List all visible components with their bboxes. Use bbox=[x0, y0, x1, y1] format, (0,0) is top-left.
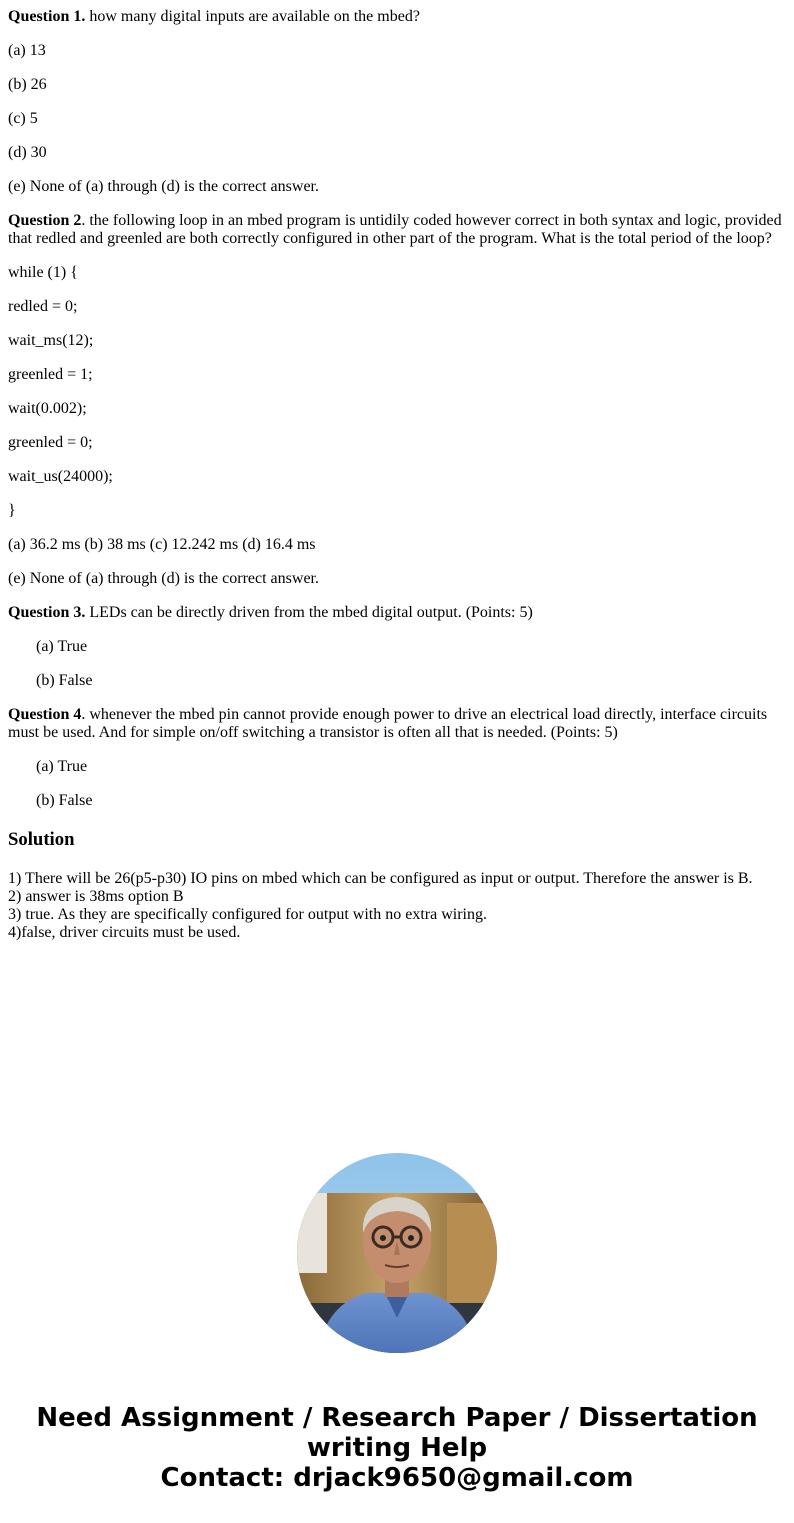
question-4 bbox=[8, 706, 786, 742]
question-1-option-d: (d) 30 bbox=[8, 144, 47, 161]
question-4-option-a: (a) True bbox=[36, 758, 88, 775]
footer-line-2: writing Help bbox=[306, 1433, 488, 1463]
question-1-option-e: (e) None of (a) through (d) is the correct answer. bbox=[8, 178, 319, 195]
question-1-option-b: (b) 26 bbox=[8, 76, 47, 93]
code-line: greenled = 1; bbox=[8, 366, 93, 383]
question-2 bbox=[8, 212, 786, 248]
question-4-option-b: (b) False bbox=[36, 792, 93, 809]
question-4-text: . whenever the mbed pin cannot provide enough power to drive an electrical load directly, interface circuits must be used. And for simple on/off switching a transistor is often all that is needed. (Points: 5) bbox=[8, 706, 768, 741]
code-line: wait(0.002); bbox=[8, 400, 87, 417]
solution-line: 4)false, driver circuits must be used. bbox=[8, 924, 241, 941]
question-2-options: (a) 36.2 ms (b) 38 ms (c) 12.242 ms (d) 16.4 ms bbox=[8, 536, 316, 553]
question-1-option-c: (c) 5 bbox=[8, 110, 38, 127]
question-3 bbox=[8, 604, 786, 622]
question-1 bbox=[8, 8, 786, 26]
footer-contact bbox=[0, 1403, 794, 1493]
question-3-option-b: (b) False bbox=[36, 672, 93, 689]
question-2-option-e: (e) None of (a) through (d) is the correct answer. bbox=[8, 570, 319, 587]
solution-line: 2) answer is 38ms option B bbox=[8, 888, 184, 905]
footer-contact-email: Contact: drjack9650@gmail.com bbox=[160, 1463, 634, 1493]
question-2-text: . the following loop in an mbed program is untidily coded however correct in both syntax and logic, provided that redled and greenled are both correctly configured in other part of the program. What is the total period of the loop? bbox=[8, 212, 782, 247]
code-line: wait_us(24000); bbox=[8, 468, 113, 485]
code-line: } bbox=[8, 502, 16, 519]
code-line: greenled = 0; bbox=[8, 434, 93, 451]
code-line: while (1) { bbox=[8, 264, 78, 281]
solution-line: 3) true. As they are specifically configured for output with no extra wiring. bbox=[8, 906, 487, 923]
solution-text bbox=[8, 870, 786, 942]
question-2-heading: Question 2 bbox=[8, 212, 82, 229]
question-4-heading: Question 4 bbox=[8, 706, 82, 723]
question-1-heading: Question 1. bbox=[8, 8, 86, 25]
solution-line: 1) There will be 26(p5-p30) IO pins on mbed which can be configured as input or output. Therefore the answer is B. bbox=[8, 870, 753, 887]
footer-line-1: Need Assignment / Research Paper / Dissertation bbox=[36, 1403, 758, 1433]
avatar bbox=[297, 1153, 497, 1353]
avatar-portrait-image bbox=[297, 1153, 497, 1353]
code-line: redled = 0; bbox=[8, 298, 78, 315]
question-3-heading: Question 3. bbox=[8, 604, 86, 621]
question-1-text: how many digital inputs are available on the mbed? bbox=[85, 8, 420, 25]
question-1-option-a: (a) 13 bbox=[8, 42, 46, 59]
question-3-option-a: (a) True bbox=[36, 638, 88, 655]
code-line: wait_ms(12); bbox=[8, 332, 94, 349]
question-3-text: LEDs can be directly driven from the mbed digital output. (Points: 5) bbox=[85, 604, 533, 621]
solution-heading: Solution bbox=[8, 829, 75, 850]
